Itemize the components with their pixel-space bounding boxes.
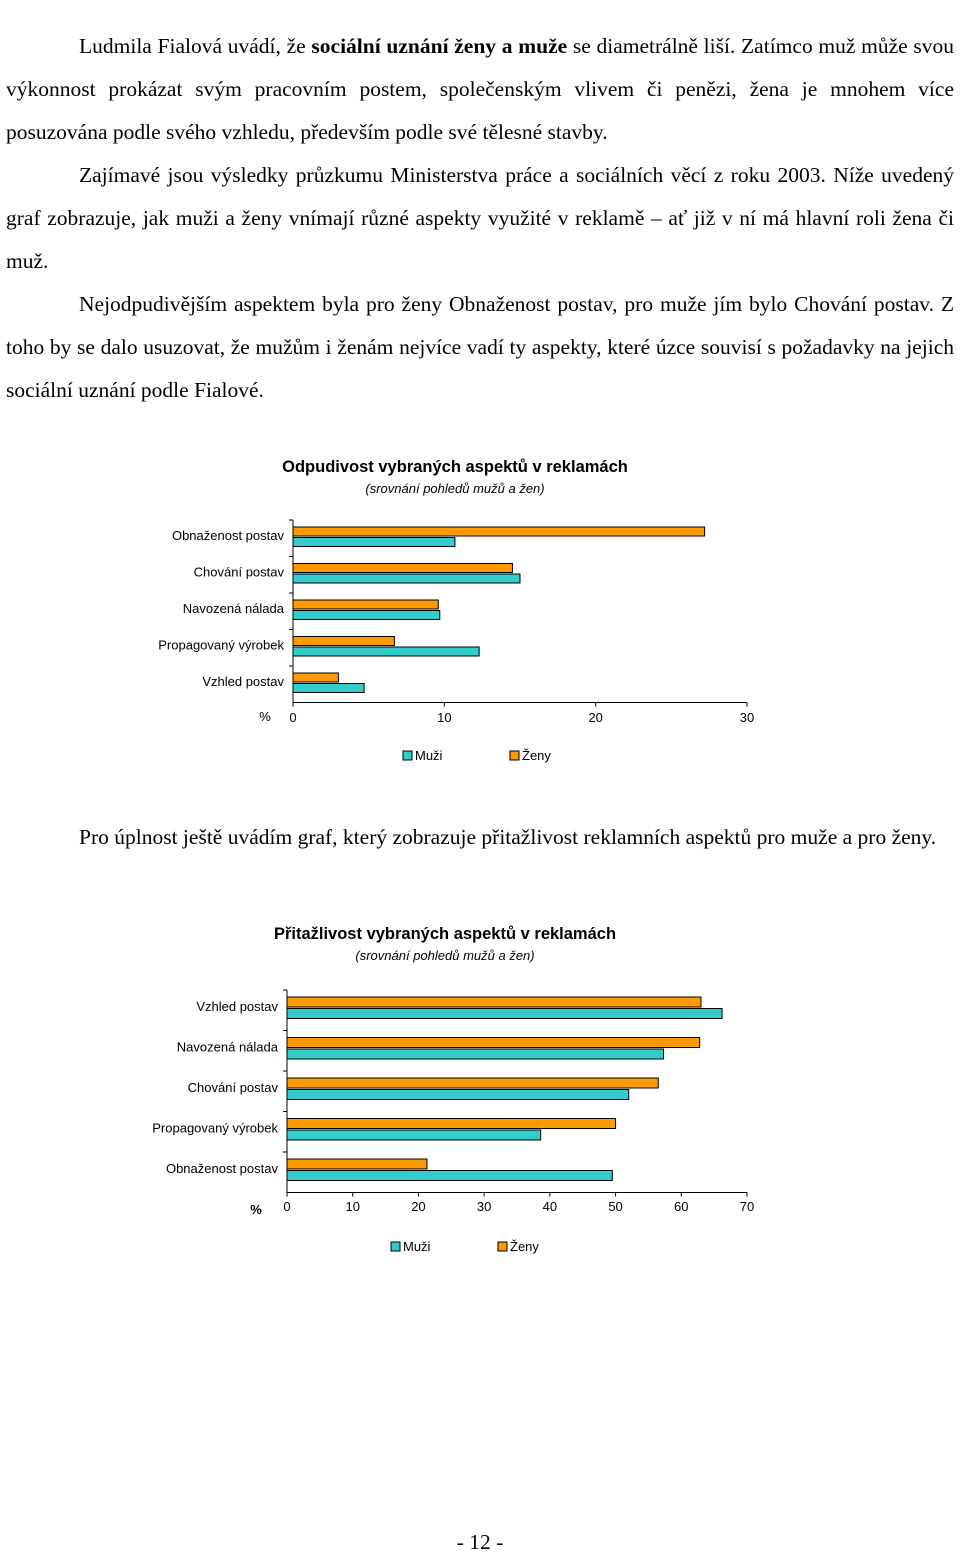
chart-repulsiveness [0,440,960,780]
chart2-x-tick-label: 10 [345,1199,360,1214]
chart2-x-tick-label: 20 [411,1199,426,1214]
chart2-bar-men [287,1090,629,1100]
chart1-bar-men [293,647,479,656]
chart1-bar-men [293,574,520,583]
chart2-category-label: Vzhled postav [196,999,278,1014]
paragraph-1-post: se diametrálně liší. Zatímco muž může svou výkonnost prokázat svým pracovním postem, společenským vlivem či penězi, žena je mnohem více posuzována podle svého vzhledu, především podle své tělesné stavby. [6,34,955,144]
chart1-bar-women [293,564,512,573]
paragraph-3: Nejodpudivějším aspektem byla pro ženy Obnaženost postav, pro muže jím bylo Chování postav. Z toho by se dalo usuzovat, že mužům i ženám nejvíce vadí ty aspekty, které úzce souvisí s požadavky na jejich sociální uznání podle Fialové. [6,292,954,402]
chart1-legend-label: Muži [415,748,443,763]
chart1-bar-women [293,637,394,646]
chart2-x-tick-label: 40 [542,1199,558,1214]
chart2-x-tick-label: 50 [608,1199,623,1214]
chart2-x-tick-label: 0 [283,1199,291,1214]
chart2-category-label: Chování postav [187,1080,278,1095]
chart2-subtitle: (srovnání pohledů mužů a žen) [355,948,535,963]
chart1-category-label: Navozená nálada [182,601,284,616]
chart2-x-axis-label: % [250,1202,262,1217]
chart-attractiveness [0,910,960,1270]
chart2-legend-label: Ženy [510,1239,539,1254]
chart2-legend-swatch-women [498,1242,507,1251]
chart1-legend-swatch-men [403,751,412,760]
chart1-x-tick-label: 0 [289,710,297,725]
chart1-bar-men [293,684,364,693]
page-number: - 12 - [456,1530,504,1554]
paragraph-2: Zajímavé jsou výsledky průzkumu Ministerstva práce a sociálních věcí z roku 2003. Níže uvedený graf zobrazuje, jak muži a ženy vnímají různé aspekty využité v reklamě – ať již v ní má hlavní roli žena či muž. [6,163,954,273]
chart1-bar-men [293,611,440,620]
chart1-bar-women [293,527,705,536]
paragraph-4: Pro úplnost ještě uvádím graf, který zobrazuje přitažlivost reklamních aspektů pro muže a pro ženy. [79,825,937,849]
chart1-legend-label: Ženy [522,748,551,763]
chart1-x-tick-label: 10 [437,710,452,725]
chart2-x-tick-label: 70 [739,1199,755,1214]
paragraph-1-pre: Ludmila Fialová uvádí, že [79,34,312,58]
paragraph-1-bold: sociální uznání ženy a muže [311,34,568,58]
body-text-middle [6,816,954,859]
chart2-x-tick-label: 60 [674,1199,689,1214]
chart2-title: Přitažlivost vybraných aspektů v reklamách [273,925,617,943]
chart2-category-label: Obnaženost postav [165,1161,278,1176]
chart1-category-label: Obnaženost postav [171,528,284,543]
chart2-legend-label: Muži [403,1239,431,1254]
chart2-bar-men [287,1049,664,1059]
body-text-top [6,25,954,412]
chart-attractiveness-svg [0,910,960,1270]
chart1-x-tick-label: 20 [588,710,603,725]
chart1-category-label: Propagovaný výrobek [158,637,284,653]
paragraph-1 [6,25,954,154]
chart-repulsiveness-svg [0,440,960,780]
chart1-bar-women [293,600,438,609]
chart2-bar-men [287,1009,722,1019]
chart2-bar-women [287,1119,616,1129]
chart1-subtitle: (srovnání pohledů mužů a žen) [365,481,545,496]
chart1-bar-men [293,538,455,547]
chart2-bar-men [287,1130,541,1140]
chart2-bar-women [287,1038,700,1048]
chart1-bar-women [293,673,338,682]
chart1-x-axis-label: % [259,709,271,724]
chart1-title: Odpudivost vybraných aspektů v reklamách [282,458,628,476]
chart2-bar-women [287,1078,658,1088]
chart1-legend-swatch-women [510,751,519,760]
chart2-legend-swatch-men [391,1242,400,1251]
chart1-category-label: Chování postav [193,564,284,580]
chart2-bar-women [287,997,701,1007]
chart2-x-tick-label: 30 [476,1199,492,1214]
chart2-bar-women [287,1159,427,1169]
chart2-category-label: Propagovaný výrobek [152,1120,278,1136]
chart1-x-tick-label: 30 [739,710,755,725]
chart2-category-label: Navozená nálada [176,1039,278,1055]
chart2-bar-men [287,1171,612,1181]
chart1-category-label: Vzhled postav [202,674,284,689]
